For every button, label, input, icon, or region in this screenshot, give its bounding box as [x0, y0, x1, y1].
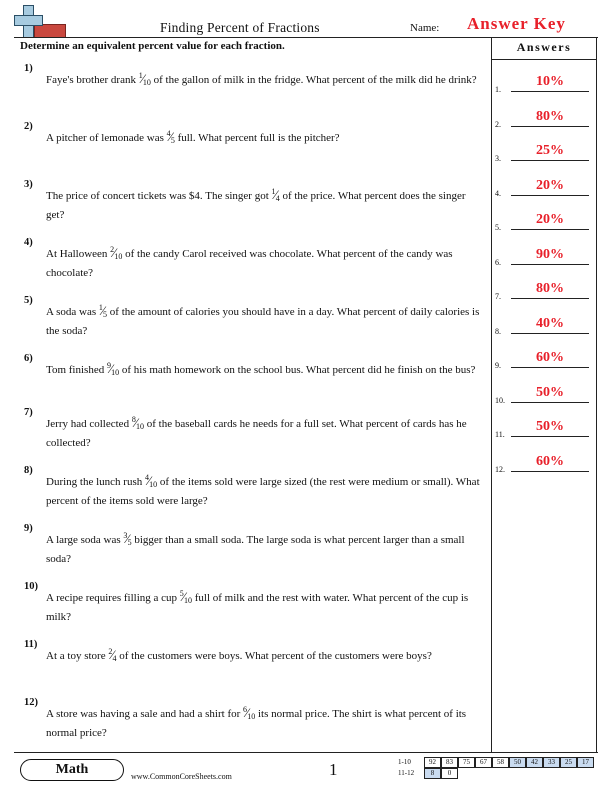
fraction [110, 245, 123, 261]
answer-line [511, 195, 589, 196]
answer-value: 50% [536, 419, 564, 434]
fraction-slash: ⁄ [113, 245, 116, 260]
answer-line [511, 229, 589, 230]
answer-value: 90% [536, 246, 564, 262]
score-row-label: 1-10 [398, 758, 411, 766]
fraction-denominator: 10 [142, 78, 151, 87]
score-cell: 42 [526, 757, 543, 768]
problem-text [46, 643, 482, 667]
problem-3 [20, 176, 482, 224]
fraction-denominator: 10 [247, 712, 256, 721]
fraction-denominator: 10 [111, 368, 120, 377]
fraction [98, 303, 108, 319]
problem-text [46, 527, 482, 568]
answer-value: 20% [536, 212, 564, 227]
answer-value: 50% [536, 384, 564, 400]
problem-4 [20, 234, 482, 282]
fraction-slash: ⁄ [109, 361, 113, 376]
answer-value: 60% [536, 350, 564, 365]
fraction [106, 361, 120, 377]
answer-row-9 [495, 350, 595, 370]
answer-number: 1. [495, 85, 501, 94]
answer-value: 60% [536, 453, 564, 469]
problem-number: 3) [24, 179, 33, 190]
fraction-denominator: 5 [170, 136, 175, 145]
answer-row-10 [495, 385, 595, 405]
fraction-numerator: 6 [243, 705, 248, 714]
answer-row-12 [495, 454, 595, 474]
problem-text [46, 241, 482, 282]
problem-text-after: of the price. What percent does the singer get? [46, 190, 466, 221]
answers-heading: Answers [516, 40, 572, 54]
fraction [123, 531, 132, 547]
score-cell: 25 [560, 757, 577, 768]
problem-number: 2) [24, 121, 33, 132]
instructions: Determine an equivalent percent value for each fraction. [20, 40, 285, 52]
answer-number: 10. [495, 395, 505, 405]
score-row-label: 11-12 [398, 769, 415, 777]
answer-number: 8. [495, 326, 501, 336]
fraction-numerator: 1 [138, 71, 143, 80]
answer-number: 9. [495, 361, 501, 370]
problem-text-after: its normal price. The shirt is what percent of its normal price? [46, 708, 467, 739]
problem-11 [20, 636, 482, 667]
fraction-slash: ⁄ [134, 415, 137, 430]
fraction-slash: ⁄ [147, 473, 151, 488]
fraction-numerator: 3 [123, 531, 128, 540]
fraction-slash: ⁄ [169, 129, 172, 144]
answer-number: 5. [495, 223, 501, 232]
problem-number: 11) [24, 639, 38, 650]
score-cell: 17 [577, 757, 594, 768]
fraction-slash: ⁄ [182, 589, 185, 604]
problem-text-before: During the lunch rush [46, 476, 145, 488]
problem-text-before: A soda was [46, 306, 99, 318]
problem-text [46, 67, 482, 91]
problem-text-after: full of milk and the rest with water. What percent of the cup is milk? [46, 592, 469, 623]
problem-number: 10) [24, 581, 38, 592]
answer-row-5 [495, 212, 595, 232]
problem-text-before: A store was having a sale and had a shirt for [46, 708, 244, 720]
fraction-denominator: 10 [114, 252, 123, 261]
answer-number: 2. [495, 119, 501, 129]
problem-5 [20, 292, 482, 340]
fraction-slash: ⁄ [101, 303, 105, 318]
fraction [179, 589, 192, 605]
fraction [138, 71, 151, 87]
problem-12 [20, 694, 482, 742]
problem-text-before: A pitcher of lemonade was [46, 132, 167, 144]
problem-text [46, 357, 482, 381]
answer-value: 40% [536, 315, 564, 331]
answer-line [511, 160, 589, 161]
answer-line [511, 367, 589, 368]
answer-value: 80% [536, 108, 564, 124]
problem-text-before: The price of concert tickets was $4. The singer got [46, 190, 272, 202]
problem-number: 9) [24, 523, 33, 534]
score-cell: 75 [458, 757, 475, 768]
fraction [144, 473, 158, 489]
problem-text-after: of the amount of calories you should have in a day. What percent of daily calories is the soda? [46, 306, 480, 337]
fraction-denominator: 5 [127, 538, 132, 547]
answer-value: 10% [536, 74, 564, 89]
score-cell: 50 [509, 757, 526, 768]
page-title: Finding Percent of Fractions [160, 20, 320, 35]
fraction-slash: ⁄ [111, 647, 114, 662]
fraction-denominator: 10 [183, 596, 192, 605]
fraction-denominator: 10 [136, 422, 144, 431]
problem-text [46, 183, 482, 224]
problem-1 [20, 60, 482, 91]
answer-row-8 [495, 316, 595, 336]
problem-number: 6) [24, 353, 33, 364]
problem-number: 7) [24, 407, 33, 418]
problem-number: 1) [24, 63, 33, 74]
problem-number: 4) [24, 237, 33, 248]
fraction-slash: ⁄ [141, 71, 144, 86]
answer-key-label: Answer Key [467, 14, 566, 33]
problem-number: 5) [24, 295, 33, 306]
score-cell: 0 [441, 768, 458, 779]
answer-value: 20% [536, 177, 564, 193]
score-cell: 67 [475, 757, 492, 768]
logo-plus-center [25, 17, 33, 25]
problem-text-after: of the baseball cards he needs for a full set. What percent of cards has he collected? [46, 418, 467, 449]
answer-number: 11. [495, 430, 505, 439]
score-cell: 92 [424, 757, 441, 768]
problem-text-before: A recipe requires filling a cup [46, 592, 180, 604]
problem-number: 12) [24, 697, 38, 708]
problem-8 [20, 462, 482, 510]
answer-row-1 [495, 74, 595, 94]
fraction [131, 415, 144, 431]
logo-red-block [34, 24, 66, 38]
score-cell: 58 [492, 757, 509, 768]
fraction-denominator: 4 [112, 654, 117, 663]
answer-line [511, 126, 589, 127]
problem-text-before: Faye's brother drank [46, 74, 139, 86]
problem-text-after: of the gallon of milk in the fridge. What percent of the milk did he drink? [150, 74, 477, 86]
problem-text [46, 469, 482, 510]
fraction-numerator: 1 [98, 303, 103, 312]
name-label: Name: [410, 22, 440, 34]
answer-number: 6. [495, 257, 501, 267]
answer-row-4 [495, 178, 595, 198]
score-cell: 8 [424, 768, 441, 779]
answer-value: 25% [536, 143, 564, 158]
answer-number: 4. [495, 188, 501, 198]
logo [14, 4, 54, 40]
fraction-numerator: 2 [110, 245, 115, 254]
answer-line [511, 333, 589, 334]
fraction [243, 705, 256, 721]
answer-line [511, 436, 589, 437]
answer-row-11 [495, 419, 595, 439]
fraction-numerator: 5 [179, 589, 184, 598]
fraction [271, 187, 280, 203]
problem-text-after: full. What percent full is the pitcher? [174, 132, 340, 144]
answer-number: 3. [495, 154, 501, 163]
problem-text [46, 585, 482, 626]
problem-text [46, 299, 482, 340]
problem-text-after: bigger than a small soda. The large soda is what percent larger than a small soda? [46, 534, 465, 565]
fraction [108, 647, 117, 663]
fraction-slash: ⁄ [246, 705, 249, 720]
site-url: www.CommonCoreSheets.com [131, 772, 232, 781]
answer-line [511, 91, 589, 92]
score-cell: 33 [543, 757, 560, 768]
problem-text-before: Jerry had collected [46, 418, 132, 430]
problem-number: 8) [24, 465, 33, 476]
problem-10 [20, 578, 482, 626]
problem-text [46, 701, 482, 742]
answer-value: 80% [536, 281, 564, 296]
answer-line [511, 402, 589, 403]
fraction [166, 129, 175, 145]
problem-text [46, 125, 482, 149]
answer-row-7 [495, 281, 595, 301]
problem-text-before: A large soda was [46, 534, 124, 546]
subject-badge: Math [20, 759, 124, 781]
fraction-numerator: 1 [271, 187, 276, 196]
fraction-numerator: 8 [131, 415, 136, 424]
problem-text-after: of his math homework on the school bus. What percent did he finish on the bus? [119, 364, 476, 376]
problem-text-before: At a toy store [46, 650, 109, 662]
problem-text-after: of the candy Carol received was chocolate. What percent of the candy was chocolate? [46, 248, 453, 279]
problem-text-after: of the customers were boys. What percent of the customers were boys? [116, 650, 432, 662]
fraction-slash: ⁄ [274, 187, 277, 202]
fraction-denominator: 10 [149, 480, 158, 489]
answer-line [511, 471, 589, 472]
fraction-denominator: 4 [275, 194, 280, 203]
fraction-numerator: 4 [166, 129, 171, 138]
problem-9 [20, 520, 482, 568]
fraction-numerator: 9 [106, 361, 111, 370]
problem-text [46, 411, 482, 452]
answer-number: 12. [495, 464, 505, 474]
footer-divider [14, 752, 598, 753]
problem-2 [20, 118, 482, 149]
answer-number: 7. [495, 292, 501, 301]
answers-heading-divider [491, 59, 597, 60]
page-number: 1 [329, 760, 338, 779]
fraction-slash: ⁄ [126, 531, 129, 546]
problem-6 [20, 350, 482, 381]
answer-row-2 [495, 109, 595, 129]
answer-line [511, 264, 589, 265]
score-cell: 83 [441, 757, 458, 768]
problem-text-before: Tom finished [46, 364, 107, 376]
fraction-numerator: 4 [144, 473, 149, 482]
problem-7 [20, 404, 482, 452]
answer-row-3 [495, 143, 595, 163]
problem-text-after: of the items sold were large sized (the rest were medium or small). What percent of the items sold were large? [46, 476, 480, 507]
fraction-denominator: 5 [103, 310, 108, 319]
fraction-numerator: 2 [108, 647, 113, 656]
answer-row-6 [495, 247, 595, 267]
answer-line [511, 298, 589, 299]
problem-text-before: At Halloween [46, 248, 111, 260]
